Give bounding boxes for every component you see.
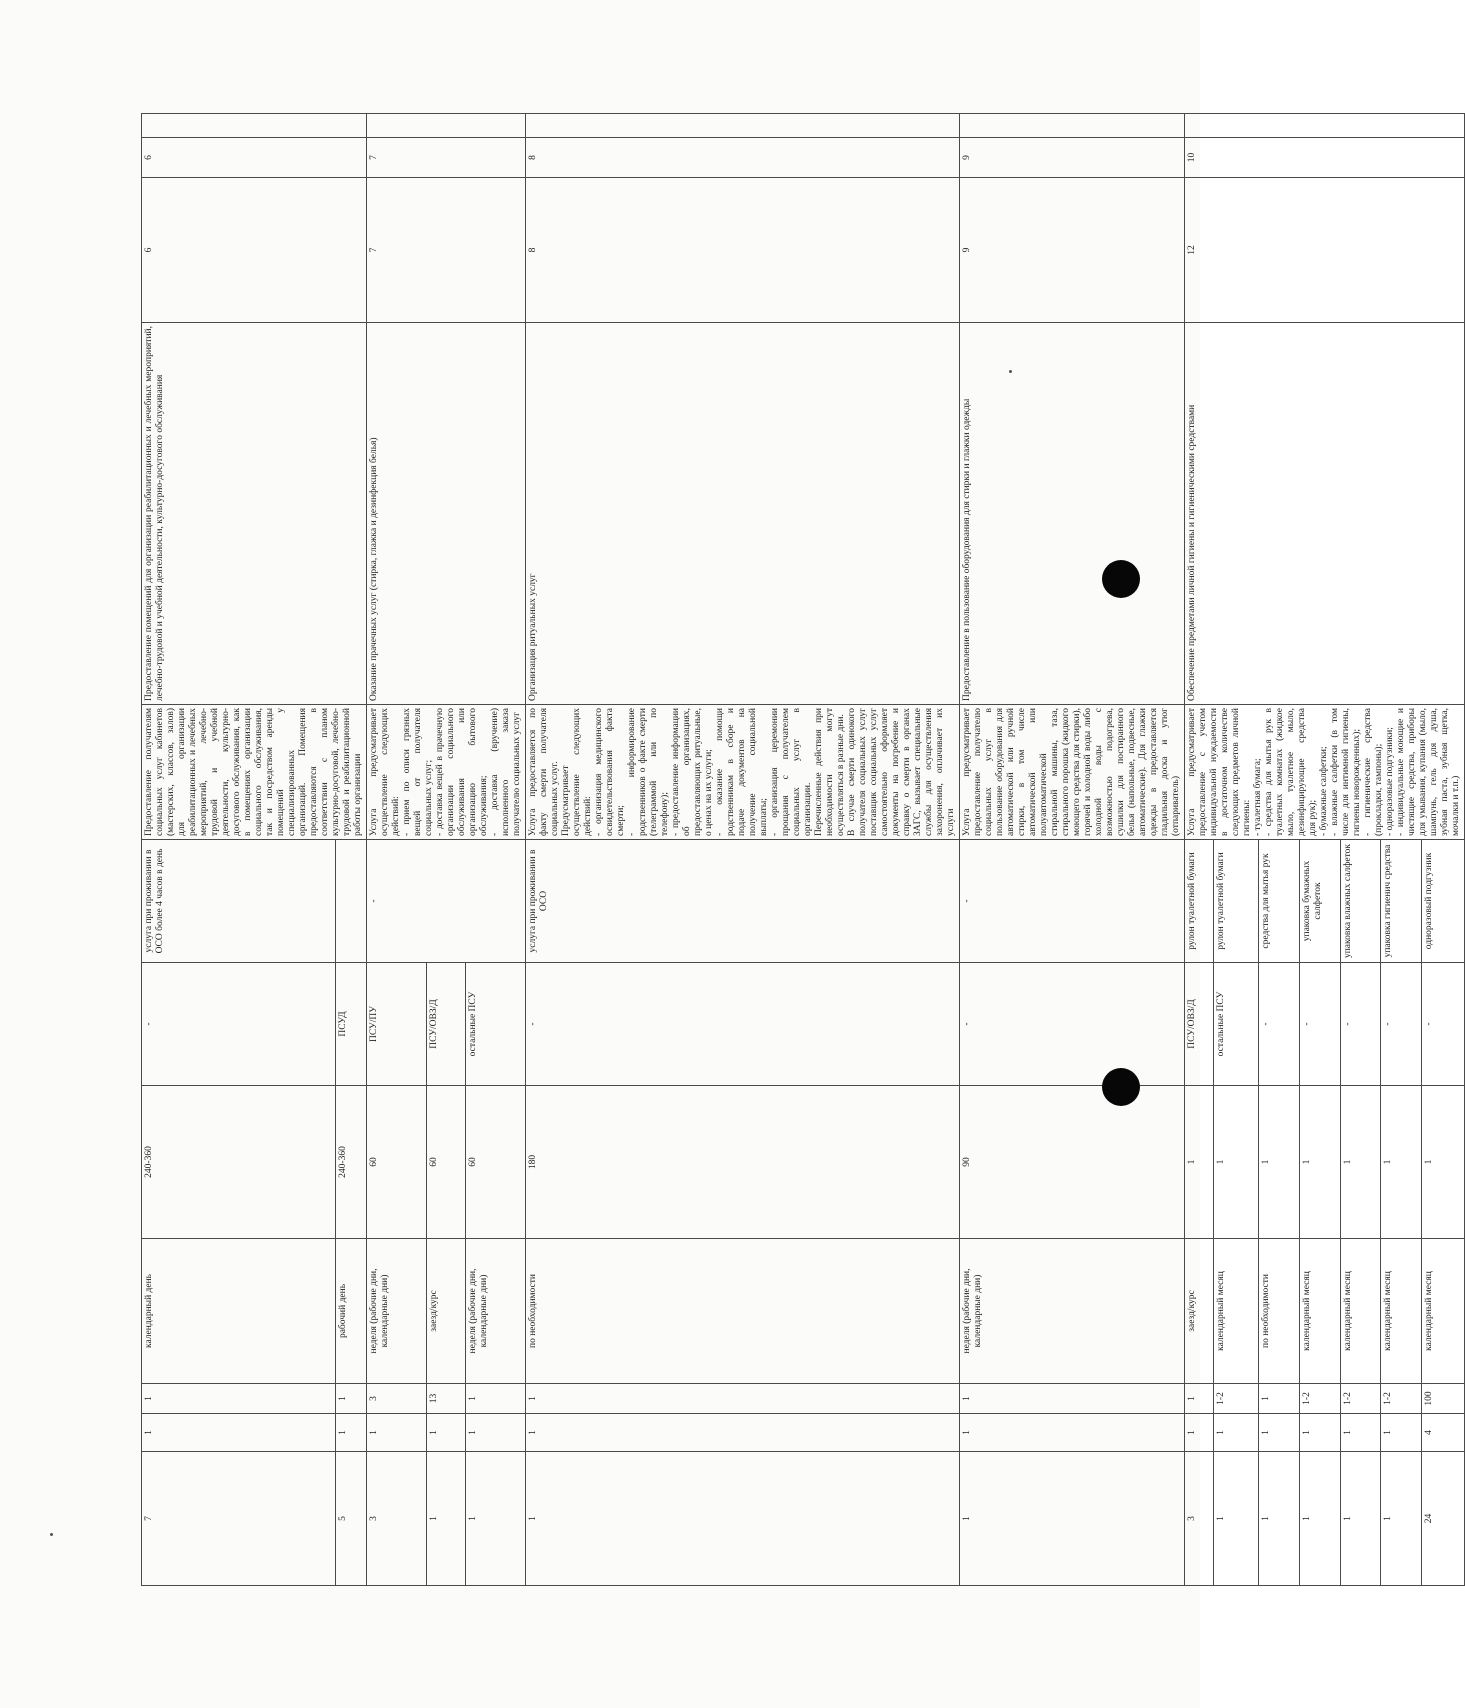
col-10-cell: 1 <box>526 1384 960 1414</box>
table-row <box>960 114 1185 1586</box>
time-cell: 60 <box>367 1086 427 1239</box>
description-line: - гигиенические средства (прокладки, тампоны); <box>1363 708 1384 836</box>
col-12-cell: 1 <box>427 1452 466 1586</box>
empty-cell <box>1185 114 1465 138</box>
description-line: - организация церемонии прощания с получателем социальных услуг в организации. <box>770 708 813 836</box>
psu-cell: - <box>1421 963 1464 1086</box>
period-cell: неделя (рабочие дни, календарные дни) <box>465 1239 525 1384</box>
description-line: Услуга предусматривает осуществление следующих действий: <box>369 708 401 836</box>
col-10-cell: 1-2 <box>1299 1384 1340 1414</box>
period-cell: календарный месяц <box>1421 1239 1464 1384</box>
time-cell: 60 <box>427 1086 466 1239</box>
col-11-cell: 1 <box>367 1414 427 1452</box>
empty-cell <box>960 114 1185 138</box>
time-cell: 1 <box>1213 1086 1258 1239</box>
time-cell: 1 <box>1421 1086 1464 1239</box>
number-cell: 8 <box>526 178 960 323</box>
col-11-cell: 1 <box>1213 1414 1258 1452</box>
col-10-cell: 1-2 <box>1381 1384 1422 1414</box>
description-cell: Предоставление получателям социальных услуг кабинетов (мастерских, классов, залов) для организации реабилитационных и лечебных мероприятий, лечебно-трудовой и учебной деятельности, культурно-досугового обслуживания, как в помещениях организации социального обслуживания, так и посредством аренды помещений у специализированных организаций. Помещения предоставляются в соответствии с планом культурно-досуговой, лечебно-трудовой и реабилитационной работы организации <box>142 705 367 840</box>
table-row <box>367 114 427 1586</box>
col-11-cell: 1 <box>1340 1414 1381 1452</box>
table-row <box>1185 114 1214 1586</box>
col-12-cell: 24 <box>1421 1452 1464 1586</box>
description-line: В случае смерти одинокого получателя социальных услуг поставщик социальных услуг самостоятельно оформляет документы на погребение и справку о смерти в органах ЗАГС, вызывает специальные службы для осуществления захоронения, оплачивает их услуги <box>847 708 956 836</box>
period-cell: неделя (рабочие дни, календарные дни) <box>367 1239 427 1384</box>
description-line: - доставка (вручение) исполненного заказа получателю социальных услуг <box>490 708 522 836</box>
number-cell: 6 <box>142 178 367 323</box>
unit-cell: одноразовый подгузник <box>1421 840 1464 963</box>
col-12-cell: 1 <box>1213 1452 1258 1586</box>
services-table <box>141 113 1465 1586</box>
period-cell: неделя (рабочие дни, календарные дни) <box>960 1239 1185 1384</box>
table-row <box>526 114 960 1586</box>
description-line: - прием по описи грязных вещей от получателя социальных услуг; <box>402 708 434 836</box>
unit-cell: - <box>367 840 526 963</box>
col-12-cell: 3 <box>1185 1452 1214 1586</box>
rotated-table-wrapper <box>141 114 1461 1586</box>
service-name-cell: Предоставление в пользование оборудования для стирки и глажки одежды <box>960 323 1185 705</box>
psu-cell: ПСУ/ОВЗ/Д <box>427 963 466 1086</box>
time-cell: 180 <box>526 1086 960 1239</box>
time-cell: 1 <box>1185 1086 1214 1239</box>
unit-cell: средства для мытья рук <box>1259 840 1300 963</box>
col-11-cell: 1 <box>427 1414 466 1452</box>
scan-speck <box>1009 370 1012 373</box>
description-line: - оказание помощи родственникам в сборе и подаче документов на получение социальной выплаты; <box>715 708 769 836</box>
col-12-cell: 1 <box>1340 1452 1381 1586</box>
number-cell: 6 <box>142 138 367 178</box>
description-line: - туалетная бумага; <box>1253 758 1263 836</box>
psu-cell: - <box>142 963 336 1086</box>
col-11-cell: 4 <box>1421 1414 1464 1452</box>
punch-hole <box>1102 1068 1140 1106</box>
psu-cell: ПСУД <box>336 963 367 1086</box>
col-10-cell: 1 <box>465 1384 525 1414</box>
col-12-cell: 1 <box>960 1452 1185 1586</box>
psu-cell: - <box>960 963 1185 1086</box>
col-12-cell: 5 <box>336 1452 367 1586</box>
time-cell: 1 <box>1259 1086 1300 1239</box>
col-12-cell: 1 <box>1299 1452 1340 1586</box>
col-10-cell: 1-2 <box>1340 1384 1381 1414</box>
time-cell: 1 <box>1299 1086 1340 1239</box>
description-line: - средства для мытья рук в туалетных комнатах (жидкое мыло, туалетное мыло, дезинфицирующие средства для рук); <box>1264 708 1318 836</box>
number-cell: 7 <box>367 178 526 323</box>
psu-cell: ПСУ/ОВЗ/Д <box>1185 963 1214 1086</box>
col-12-cell: 7 <box>142 1452 336 1586</box>
description-line: Предусматривает осуществление следующих действий: <box>561 708 593 836</box>
psu-cell: - <box>1299 963 1340 1086</box>
unit-cell <box>336 840 367 963</box>
time-cell: 240-360 <box>142 1086 336 1239</box>
unit-cell: рулон туалетной бумаги <box>1213 840 1258 963</box>
col-12-cell: 1 <box>526 1452 960 1586</box>
time-cell: 1 <box>1381 1086 1422 1239</box>
col-11-cell: 1 <box>1299 1414 1340 1452</box>
col-11-cell: 1 <box>1381 1414 1422 1452</box>
col-10-cell: 13 <box>427 1384 466 1414</box>
service-name-cell: Организация ритуальных услуг <box>526 323 960 705</box>
unit-cell: - <box>960 840 1185 963</box>
description-line: Услуга предоставляется по факту смерти получателя социальных услуг. <box>528 708 560 836</box>
description-line: - влажные салфетки (в том числе для интимной гигиены, гигиены новорожденных); <box>1330 708 1362 836</box>
col-10-cell: 3 <box>367 1384 427 1414</box>
unit-cell: услуга при проживании в ОСО более 4 часов в день <box>142 840 336 963</box>
col-10-cell: 1-2 <box>1213 1384 1258 1414</box>
time-cell: 240-360 <box>336 1086 367 1239</box>
period-cell: календарный месяц <box>1340 1239 1381 1384</box>
service-name-cell: Предоставление помещений для организации реабилитационных и лечебных мероприятий, лечебно-трудовой и учебной деятельности, культурно-досугового обслуживания <box>142 323 367 705</box>
period-cell: календарный месяц <box>1213 1239 1258 1384</box>
period-cell: календарный месяц <box>1299 1239 1340 1384</box>
description-cell <box>1185 705 1465 840</box>
col-11-cell: 1 <box>336 1414 367 1452</box>
period-cell: по необходимости <box>1259 1239 1300 1384</box>
psu-cell: - <box>1381 963 1422 1086</box>
description-line: - организация медицинского освидетельствования факта смерти; <box>594 708 626 836</box>
unit-cell: услуга при проживании в ОСО <box>526 840 960 963</box>
service-name-cell: Обеспечение предметами личной гигиены и гигиеническими средствами <box>1185 323 1465 705</box>
psu-cell: остальные ПСУ <box>1213 963 1258 1086</box>
period-cell: по необходимости <box>526 1239 960 1384</box>
description-cell: Услуга предусматривает предоставление получателю социальных услуг в пользование оборудования для автоматической или ручной стирки, в том числе автоматической или полуавтоматической стиральной машины, таза, стирального порошка (жидкого моющего средства для стирки), горячей и холодной воды либо холодной воды с возможностью подогрева, сушилки для постиранного белья (напольные, подвесные, автоматические). Для глажки одежды в предоставляется гладильная доска и утюг (отпариватель) <box>960 705 1185 840</box>
col-11-cell: 1 <box>1185 1414 1214 1452</box>
period-cell: календарный месяц <box>1381 1239 1422 1384</box>
col-12-cell: 1 <box>1381 1452 1422 1586</box>
col-10-cell: 1 <box>1185 1384 1214 1414</box>
number-cell: 9 <box>960 138 1185 178</box>
unit-cell: упаковка бумажных салфеток <box>1299 840 1340 963</box>
col-12-cell: 1 <box>1259 1452 1300 1586</box>
description-line: - предоставление информации об организациях, предоставляющих ритуальные, о ценах на их услуги; <box>671 708 714 836</box>
col-10-cell: 1 <box>960 1384 1185 1414</box>
col-11-cell: 1 <box>142 1414 336 1452</box>
empty-cell <box>142 114 367 138</box>
punch-hole <box>1102 560 1140 598</box>
time-cell: 90 <box>960 1086 1185 1239</box>
number-cell: 10 <box>1185 138 1465 178</box>
description-line: - бумажные салфетки; <box>1319 746 1329 836</box>
psu-cell: - <box>1340 963 1381 1086</box>
time-cell: 1 <box>1340 1086 1381 1239</box>
period-cell: рабочий день <box>336 1239 367 1384</box>
col-11-cell: 1 <box>465 1414 525 1452</box>
col-10-cell: 100 <box>1421 1384 1464 1414</box>
empty-cell <box>367 114 526 138</box>
description-line: - информирование родственников о факте смерти (телеграммой или по телефону); <box>627 708 670 836</box>
col-10-cell: 1 <box>142 1384 336 1414</box>
psu-cell: - <box>526 963 960 1086</box>
col-11-cell: 1 <box>526 1414 960 1452</box>
psu-cell: ПСУ/ПУ <box>367 963 427 1086</box>
scan-speck <box>50 1533 53 1536</box>
col-11-cell: 1 <box>1259 1414 1300 1452</box>
unit-cell: упаковка гигиенич средства <box>1381 840 1422 963</box>
period-cell: заезд/курс <box>427 1239 466 1384</box>
description-cell <box>367 705 526 840</box>
description-line: Перечисленные действия при необходимости могут осуществляться в разные дни. <box>814 708 846 836</box>
col-11-cell: 1 <box>960 1414 1185 1452</box>
psu-cell: остальные ПСУ <box>465 963 525 1086</box>
period-cell: календарный день <box>142 1239 336 1384</box>
unit-cell: рулон туалетной бумаги <box>1185 840 1214 963</box>
unit-cell: упаковка влажных салфеток <box>1340 840 1381 963</box>
col-12-cell: 1 <box>465 1452 525 1586</box>
col-12-cell: 3 <box>367 1452 427 1586</box>
table-row <box>142 114 336 1586</box>
description-line: Услуга предусматривает предоставление с учетом индивидуальной нуждаемости в достаточном количестве следующих предметов личной гигиены: <box>1187 708 1252 836</box>
description-cell <box>526 705 960 840</box>
description-line: - индивидуальные моющие и чистящие средства, приборы для умывания, купания (мыло, шампунь, гель для душа, зубная паста, зубная щетка, мочалки и т.п.) <box>1396 708 1461 836</box>
description-line: - одноразовые подгузники; <box>1385 727 1395 836</box>
number-cell: 8 <box>526 138 960 178</box>
number-cell: 7 <box>367 138 526 178</box>
number-cell: 12 <box>1185 178 1465 323</box>
number-cell: 9 <box>960 178 1185 323</box>
description-line: - доставка вещей в прачечную организации социального обслуживания или организацию бытового обслуживания; <box>435 708 489 836</box>
psu-cell: - <box>1259 963 1300 1086</box>
col-10-cell: 1 <box>336 1384 367 1414</box>
col-10-cell: 1 <box>1259 1384 1300 1414</box>
time-cell: 60 <box>465 1086 525 1239</box>
empty-cell <box>526 114 960 138</box>
period-cell: заезд/курс <box>1185 1239 1214 1384</box>
service-name-cell: Оказание прачечных услуг (стирка, глажка и дезинфекция белья) <box>367 323 526 705</box>
